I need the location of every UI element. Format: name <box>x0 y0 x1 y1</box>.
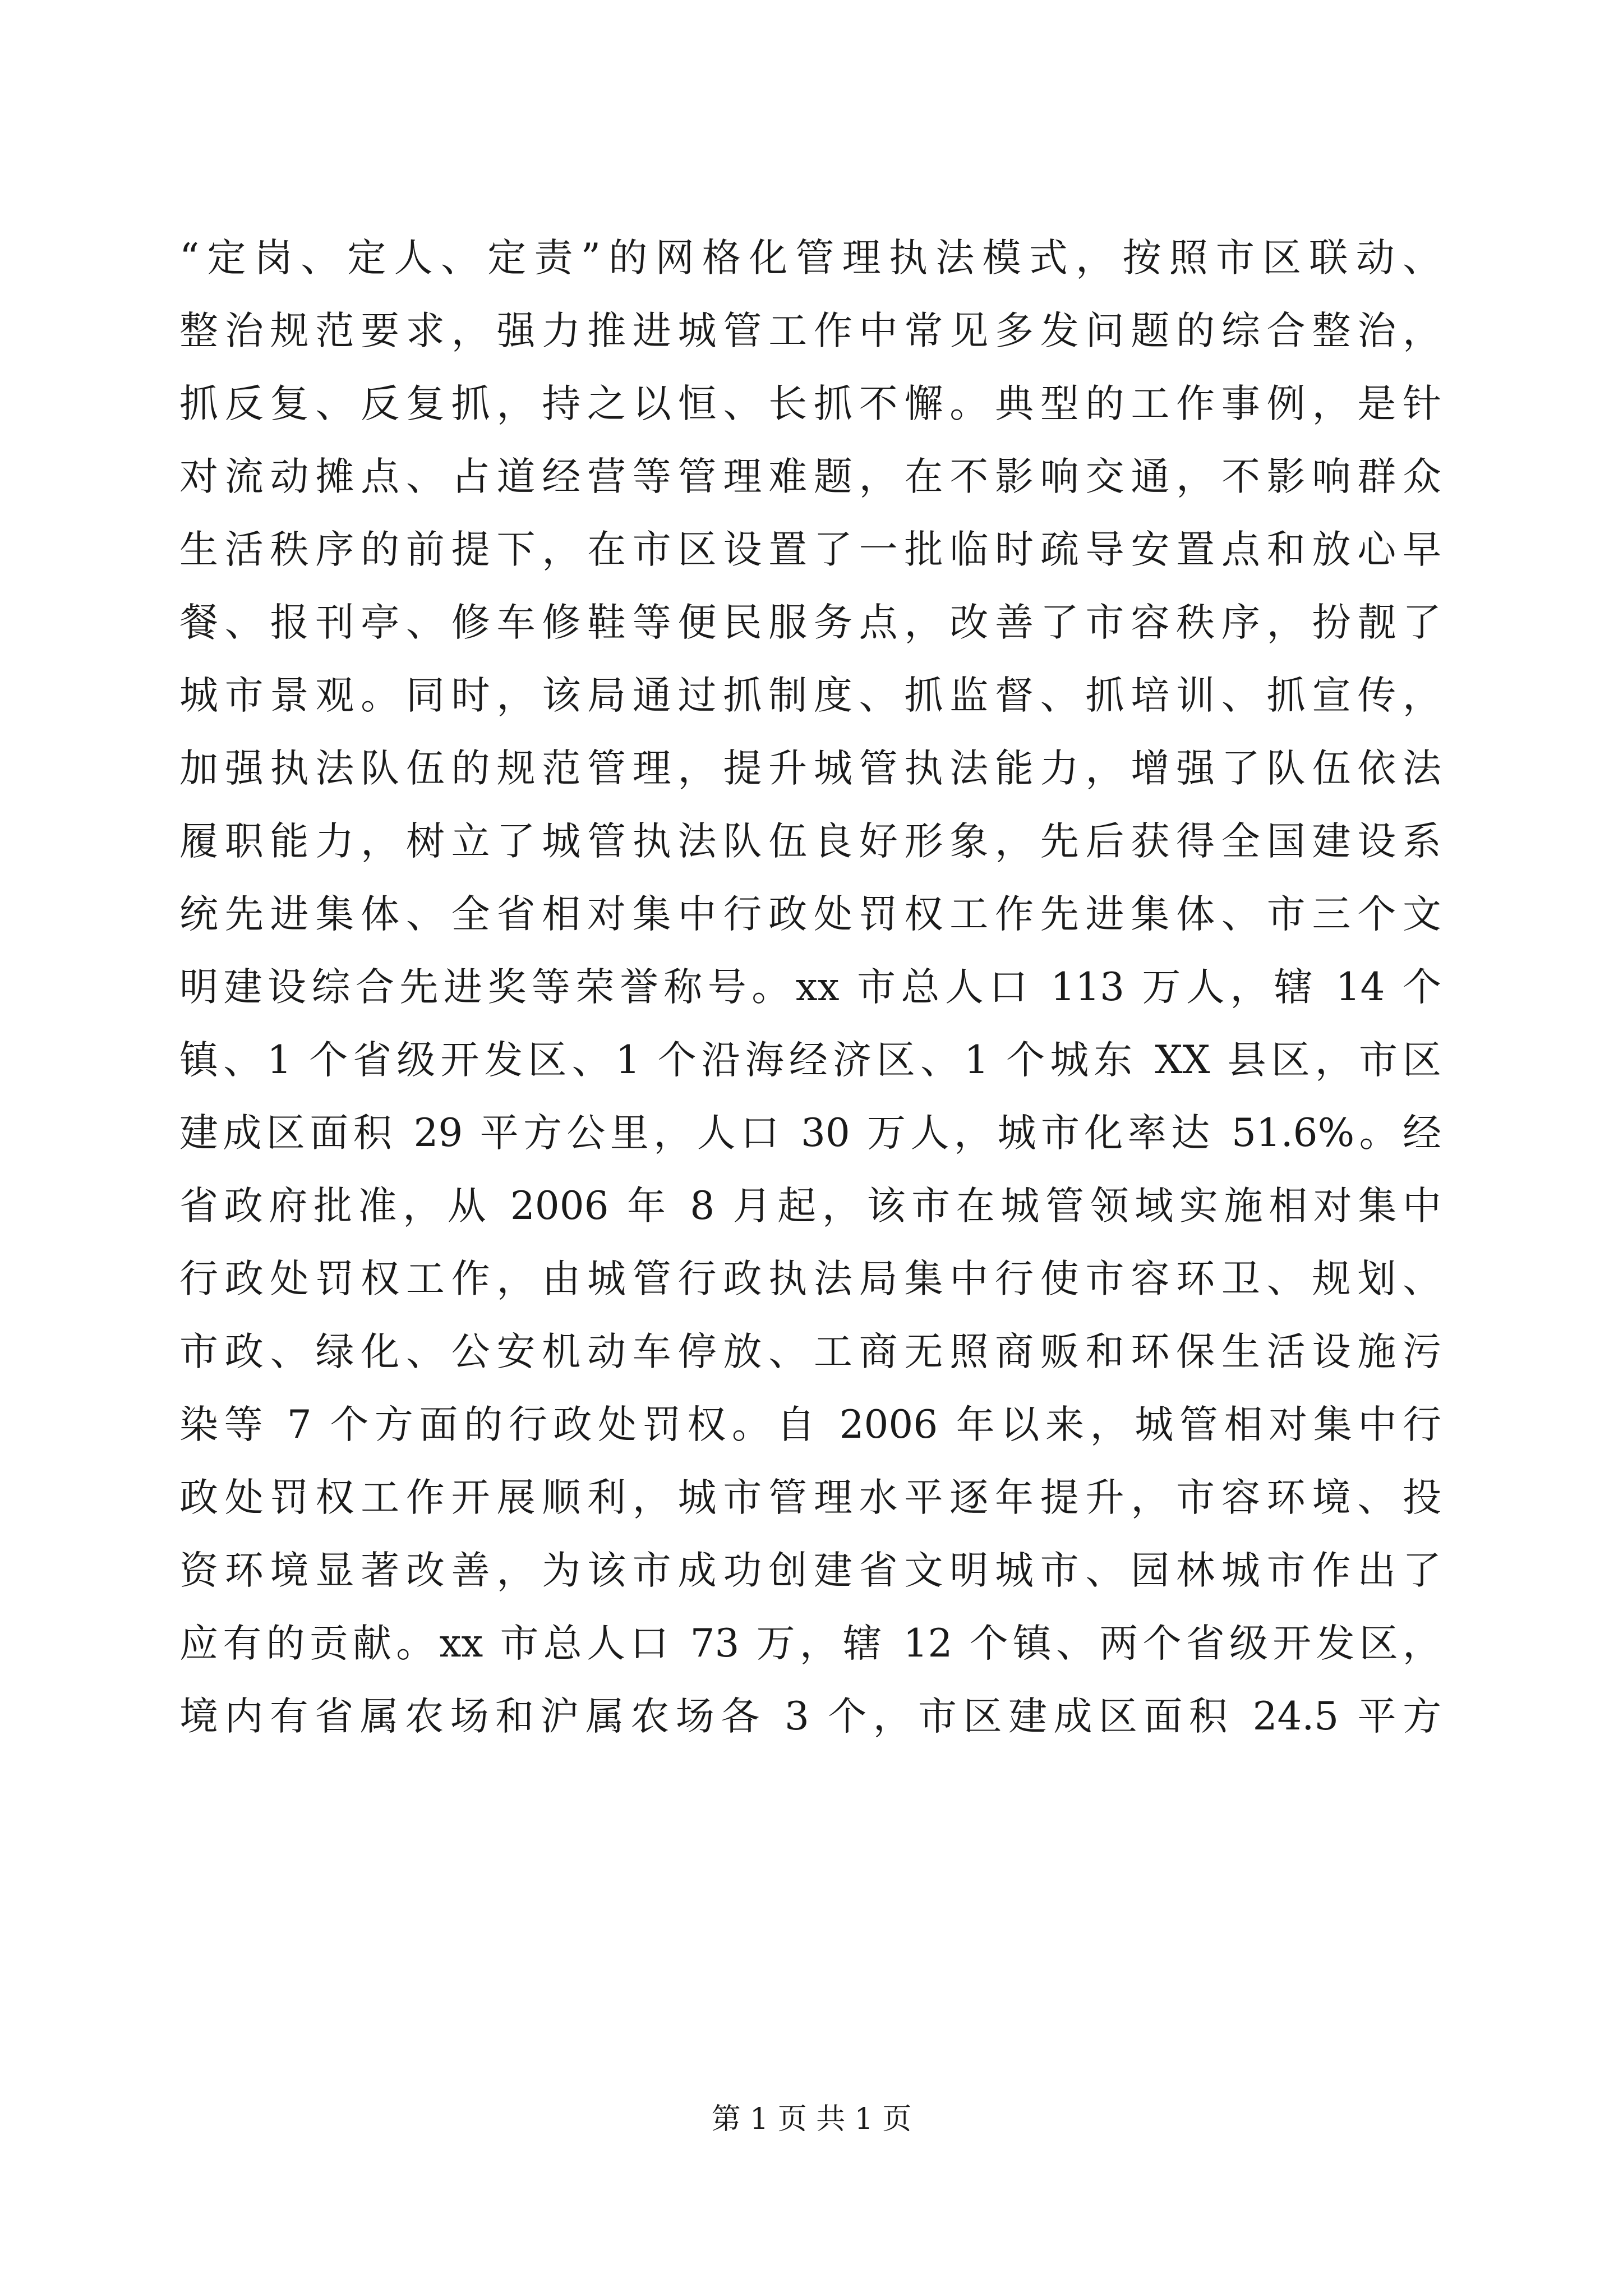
text-line: 城市景观。同时，该局通过抓制度、抓监督、抓培训、抓宣传， <box>179 673 1441 718</box>
text-line: “定岗、定人、定责”的网格化管理执法模式，按照市区联动、 <box>179 236 1441 280</box>
text-line: 整治规范要求，强力推进城管工作中常见多发问题的综合整治， <box>179 309 1441 353</box>
page-number-label: 第 1 页 共 1 页 <box>711 2102 912 2136</box>
text-line: 资环境显著改善，为该市成功创建省文明城市、园林城市作出了 <box>179 1548 1441 1593</box>
text-line: 履职能力，树立了城管执法队伍良好形象，先后获得全国建设系 <box>179 819 1441 864</box>
text-line: 对流动摊点、占道经营等管理难题，在不影响交通，不影响群众 <box>179 454 1441 499</box>
text-line: 政处罚权工作开展顺利，城市管理水平逐年提升，市容环境、投 <box>179 1475 1441 1520</box>
text-line: 省政府批准，从 2006 年 8 月起，该市在城管领域实施相对集中 <box>179 1184 1441 1228</box>
text-line: 应有的贡献。xx 市总人口 73 万，辖 12 个镇、两个省级开发区， <box>179 1621 1441 1666</box>
text-line: 行政处罚权工作，由城管行政执法局集中行使市容环卫、规划、 <box>179 1257 1441 1301</box>
text-line: 建成区面积 29 平方公里，人口 30 万人，城市化率达 51.6%。经 <box>179 1111 1441 1156</box>
text-line: 市政、绿化、公安机动车停放、工商无照商贩和环保生活设施污 <box>179 1329 1441 1374</box>
text-line: 抓反复、反复抓，持之以恒、长抓不懈。典型的工作事例，是针 <box>179 381 1441 426</box>
page-footer <box>0 2095 1623 2137</box>
text-line: 餐、报刊亭、修车修鞋等便民服务点，改善了市容秩序，扮靓了 <box>179 600 1441 645</box>
text-line: 生活秩序的前提下，在市区设置了一批临时疏导安置点和放心早 <box>179 527 1441 572</box>
text-line: 染等 7 个方面的行政处罚权。自 2006 年以来，城管相对集中行 <box>179 1402 1441 1447</box>
text-line: 境内有省属农场和沪属农场各 3 个，市区建成区面积 24.5 平方 <box>179 1694 1441 1739</box>
text-line: 统先进集体、全省相对集中行政处罚权工作先进集体、市三个文 <box>179 892 1441 937</box>
text-line: 明建设综合先进奖等荣誉称号。xx 市总人口 113 万人，辖 14 个 <box>179 965 1441 1010</box>
text-line: 加强执法队伍的规范管理，提升城管执法能力，增强了队伍依法 <box>179 746 1441 791</box>
text-line: 镇、1 个省级开发区、1 个沿海经济区、1 个城东 XX 县区，市区 <box>179 1038 1441 1083</box>
